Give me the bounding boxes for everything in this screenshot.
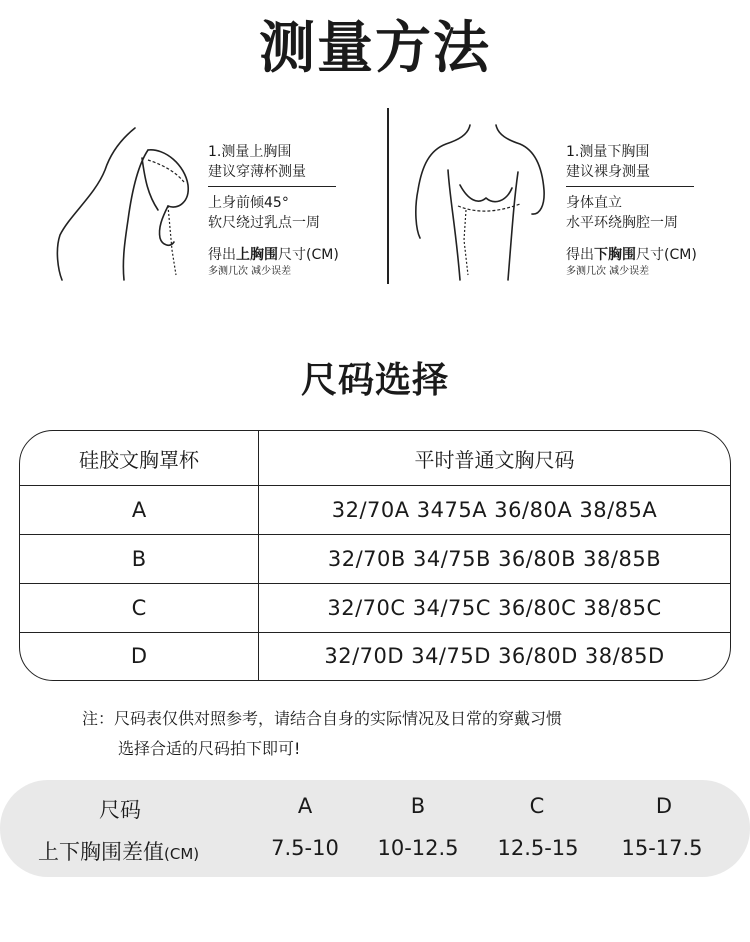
table-row	[20, 583, 730, 632]
lower-result: 得出下胸围尺寸(CM)	[566, 247, 697, 263]
lower-step-title: 1.测量下胸围	[566, 144, 650, 160]
cup-cell: A	[20, 486, 259, 535]
upper-result: 得出上胸围尺寸(CM)	[208, 247, 339, 263]
upper-rule	[208, 186, 336, 187]
size-table-header-row	[20, 431, 730, 486]
diff-size-label: 尺码	[99, 798, 141, 822]
sizes-cell: 32/70B 34/75B 36/80B 38/85B	[259, 534, 731, 583]
diff-value-b: 10-12.5	[377, 836, 459, 860]
header-cup: 硅胶文胸罩杯	[20, 431, 259, 486]
cup-cell: C	[20, 583, 259, 632]
diff-size-a: A	[297, 794, 313, 818]
diff-value-a: 7.5-10	[271, 836, 339, 860]
header-regular-size: 平时普通文胸尺码	[259, 431, 731, 486]
size-section-title: 尺码选择	[300, 360, 449, 401]
diff-value-label: 上下胸围差值(CM)	[38, 840, 200, 864]
size-note	[82, 704, 562, 764]
diff-size-c: C	[529, 794, 545, 818]
table-row	[20, 486, 730, 535]
lower-step-advice: 建议裸身测量	[566, 164, 650, 180]
upper-step-method: 软尺绕过乳点一周	[208, 215, 320, 231]
upper-bust-illustration	[50, 110, 195, 285]
upper-step-title: 1.测量上胸围	[208, 144, 292, 160]
upper-bust-instructions	[208, 142, 339, 279]
lower-rule	[566, 186, 694, 187]
upper-step-advice: 建议穿薄杯测量	[208, 164, 306, 180]
sizes-cell: 32/70C 34/75C 36/80C 38/85C	[259, 583, 731, 632]
lower-bust-illustration	[408, 110, 553, 285]
diff-size-b: B	[410, 794, 426, 818]
lower-step-method: 水平环绕胸腔一周	[566, 215, 678, 231]
table-row	[20, 534, 730, 583]
lower-bust-figure-icon	[408, 110, 553, 285]
note-line-1: 注：尺码表仅供对照参考，请结合自身的实际情况及日常的穿戴习惯	[82, 709, 563, 728]
vertical-divider	[387, 108, 389, 284]
size-table	[19, 430, 731, 681]
upper-tip: 多测几次 减少误差	[208, 266, 292, 277]
sizes-cell: 32/70A 3475A 36/80A 38/85A	[259, 486, 731, 535]
diff-value-d: 15-17.5	[621, 836, 703, 860]
sizes-cell: 32/70D 34/75D 36/80D 38/85D	[324, 644, 665, 669]
cup-cell: B	[20, 534, 259, 583]
note-line-2: 选择合适的尺码拍下即可!	[118, 739, 301, 758]
table-row	[20, 632, 730, 680]
main-title: 测量方法	[259, 16, 491, 81]
cup-cell: D	[20, 632, 259, 680]
upper-bust-figure-icon	[50, 110, 195, 285]
lower-bust-instructions	[566, 142, 697, 279]
bust-difference-table	[0, 780, 750, 877]
diff-value-c: 12.5-15	[497, 836, 579, 860]
lower-step-posture: 身体直立	[566, 195, 622, 211]
lower-tip: 多测几次 减少误差	[566, 266, 650, 277]
diff-size-d: D	[655, 794, 673, 818]
upper-step-posture: 上身前倾45°	[208, 195, 289, 211]
